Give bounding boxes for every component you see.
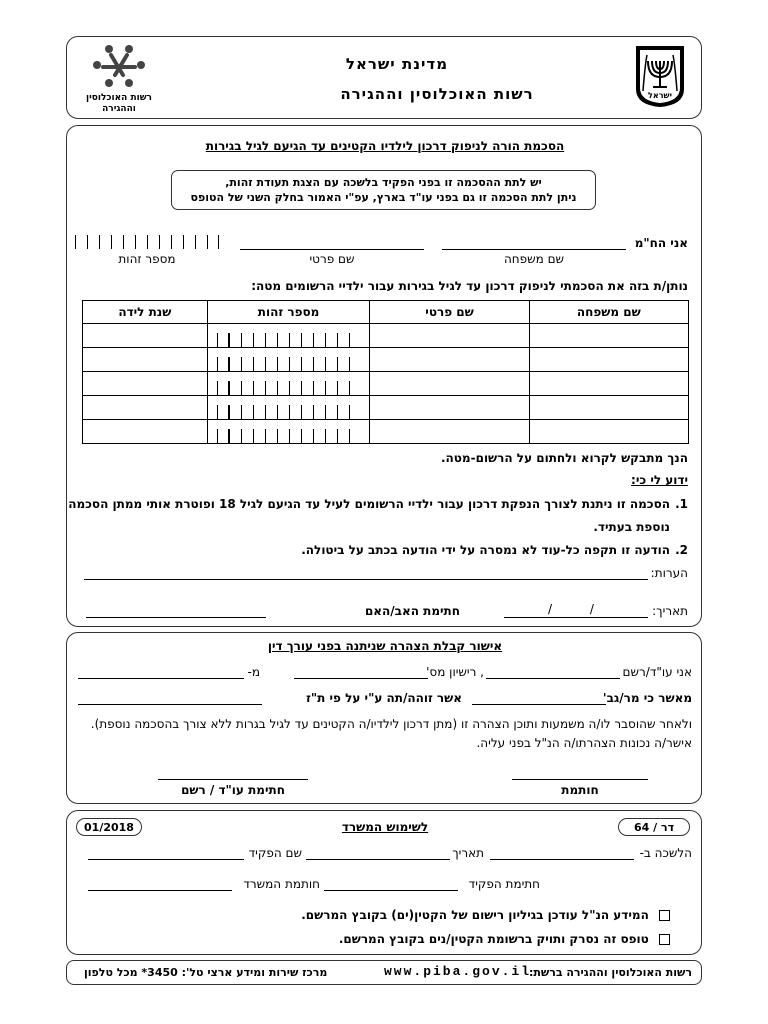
child-family-cell[interactable] bbox=[529, 372, 688, 396]
footer-website[interactable]: www.piba.gov.il bbox=[384, 964, 532, 979]
check1-checkbox[interactable] bbox=[659, 910, 670, 921]
form-version: 01/2018 bbox=[76, 818, 142, 836]
footer-call-center: מרכז שירות ומידע ארצי טל': 3450* מכל טלפון bbox=[84, 966, 328, 979]
authority-logo bbox=[87, 41, 151, 115]
col-family-header: שם משפחה bbox=[529, 301, 688, 324]
child-row bbox=[83, 396, 689, 420]
stamp-label: חותמת bbox=[561, 783, 599, 797]
col-year-header: שנת לידה bbox=[83, 301, 208, 324]
child-year-cell[interactable] bbox=[83, 324, 208, 348]
form-title: הסכמת הורה לניפוק דרכון לילדיו הקטינים עד הגיעם לגיל בגירות bbox=[205, 139, 565, 153]
bureau-field[interactable] bbox=[490, 859, 634, 860]
child-year-cell[interactable] bbox=[83, 372, 208, 396]
parent-first-field[interactable] bbox=[240, 249, 424, 250]
child-year-cell[interactable] bbox=[83, 420, 208, 444]
footer-authority-text: רשות האוכלוסין וההגירה ברשת: bbox=[528, 966, 692, 979]
clerk-name-field[interactable] bbox=[88, 859, 244, 860]
consent-text: נותן/ת בזה את הסכמתי לניפוק דרכון עד לגיל בגירות עבור ילדיי הרשומים מטה: bbox=[251, 279, 688, 293]
lawyer-signature-label: חתימת עו"ד / רשם bbox=[181, 783, 285, 797]
item2-number: 2. bbox=[675, 543, 688, 557]
child-id-cell[interactable] bbox=[207, 348, 370, 372]
child-id-cell[interactable] bbox=[207, 324, 370, 348]
clerk-signature-label: חתימת הפקיד bbox=[468, 877, 540, 891]
item1-number: 1. bbox=[675, 497, 688, 511]
child-year-cell[interactable] bbox=[83, 396, 208, 420]
parent-prefix: אני הח"מ bbox=[634, 236, 688, 250]
logo-text-line1: רשות האוכלוסין bbox=[86, 93, 152, 103]
child-id-cell[interactable] bbox=[207, 420, 370, 444]
child-family-cell[interactable] bbox=[529, 396, 688, 420]
logo-text-line2: וההגירה bbox=[102, 104, 136, 114]
item1-line1: הסכמה זו ניתנת לצורך הנפקת דרכון עבור ילדיי הרשומים לעיל עד הגיעם לגיל 18 ופוטרת אותי ממתן הסכמה bbox=[68, 497, 670, 511]
date-field[interactable] bbox=[504, 617, 648, 618]
lawyer-title: אישור קבלת הצהרה שניתנה בפני עורך דין bbox=[267, 639, 503, 653]
office-stamp-field[interactable] bbox=[88, 890, 232, 891]
col-id-header: מספר זהות bbox=[207, 301, 370, 324]
child-id-cell[interactable] bbox=[207, 372, 370, 396]
children-table-body bbox=[83, 324, 689, 444]
child-row bbox=[83, 324, 689, 348]
notice-line2: ניתן לתת הסכמה זו גם בפני עו"ד בארץ, עפ"י האמור בחלק השני של הטופס bbox=[190, 191, 577, 204]
child-first-cell[interactable] bbox=[370, 396, 529, 420]
remarks-label: הערות: bbox=[650, 566, 688, 580]
notice-box bbox=[171, 170, 596, 210]
child-family-cell[interactable] bbox=[529, 348, 688, 372]
clerk-signature-field[interactable] bbox=[324, 890, 458, 891]
state-name: מדינת ישראל bbox=[345, 55, 449, 73]
known-label: ידוע לי כי: bbox=[631, 473, 688, 487]
lawyer-signature-field[interactable] bbox=[158, 779, 308, 780]
office-date-label: תאריך bbox=[452, 846, 484, 860]
lawyer-name-field[interactable] bbox=[486, 678, 620, 679]
check1-text: המידע הנ"ל עודכן בגיליון רישום של הקטין(ים) בקובץ המרשם. bbox=[301, 908, 649, 922]
child-row bbox=[83, 420, 689, 444]
clerk-name-label: שם הפקיד bbox=[248, 846, 302, 860]
remarks-field[interactable] bbox=[84, 579, 648, 580]
date-label: תאריך: bbox=[652, 604, 688, 618]
office-title: לשימוש המשרד bbox=[341, 820, 429, 834]
child-first-cell[interactable] bbox=[370, 420, 529, 444]
license-number-field[interactable] bbox=[294, 678, 428, 679]
stamp-field[interactable] bbox=[512, 779, 648, 780]
children-table bbox=[82, 300, 689, 444]
child-first-cell[interactable] bbox=[370, 372, 529, 396]
item1-line2: נוספת בעתיד. bbox=[593, 520, 670, 534]
request-text: הנך מתבקש לקרוא ולחתום על הרשום-מטה. bbox=[440, 451, 688, 465]
parent-signature-label: חתימת האב/האם bbox=[364, 604, 460, 618]
col-first-header: שם פרטי bbox=[370, 301, 529, 324]
form-code: דר / 64 bbox=[618, 818, 690, 836]
child-first-cell[interactable] bbox=[370, 324, 529, 348]
child-family-cell[interactable] bbox=[529, 420, 688, 444]
lawyer-line1-c: מ- bbox=[247, 665, 260, 679]
parent-id-field[interactable] bbox=[72, 231, 222, 249]
emblem-caption: ישראל bbox=[648, 91, 672, 100]
child-row bbox=[83, 372, 689, 396]
declarant-name-field[interactable] bbox=[472, 704, 606, 705]
lawyer-line2-b: אשר זוהה/תה ע"י על פי ת"ז bbox=[306, 691, 462, 705]
child-row bbox=[83, 348, 689, 372]
state-emblem bbox=[633, 43, 687, 109]
child-first-cell[interactable] bbox=[370, 348, 529, 372]
declarant-id-field[interactable] bbox=[78, 704, 262, 705]
bureau-label: הלשכה ב- bbox=[639, 846, 692, 860]
license-from-field[interactable] bbox=[78, 678, 244, 679]
child-id-cell[interactable] bbox=[207, 396, 370, 420]
child-family-cell[interactable] bbox=[529, 324, 688, 348]
child-year-cell[interactable] bbox=[83, 348, 208, 372]
lawyer-line1-b: , רישיון מס' bbox=[426, 665, 484, 679]
parent-family-field[interactable] bbox=[442, 249, 626, 250]
check2-checkbox[interactable] bbox=[659, 934, 670, 945]
lawyer-paragraph-line1: ולאחר שהוסבר לו/ה משמעות ותוכן הצהרה זו (מתן דרכון לילדיו/ה הקטינים עד לגיל בגרות ללא צורך בהסכמה נוספת). bbox=[90, 717, 692, 731]
parent-id-label: מספר זהות bbox=[118, 252, 176, 266]
lawyer-line2-a: מאשר כי מר/גב' bbox=[602, 691, 692, 705]
date-separators: / / bbox=[548, 602, 594, 616]
check2-row[interactable] bbox=[339, 932, 670, 946]
parent-first-label: שם פרטי bbox=[309, 252, 355, 266]
header-box bbox=[66, 36, 702, 119]
authority-name: רשות האוכלוסין וההגירה bbox=[340, 85, 534, 103]
office-stamp-label: חותמת המשרד bbox=[243, 877, 320, 891]
star-people-icon bbox=[87, 41, 151, 91]
parent-signature-field[interactable] bbox=[86, 617, 266, 618]
office-date-field[interactable] bbox=[306, 859, 450, 860]
lawyer-paragraph-line2: אישר/ה נכונות הצהרתו/ה הנ"ל בפני עליה. bbox=[476, 736, 692, 750]
notice-line1: יש לתת ההסכמה זו בפני הפקיד בלשכה עם הצגת תעודת זהות, bbox=[225, 176, 542, 189]
parent-family-label: שם משפחה bbox=[503, 252, 565, 266]
check1-row[interactable] bbox=[301, 908, 670, 922]
check2-text: טופס זה נסרק ותויק ברשומת הקטין/נים בקובץ המרשם. bbox=[338, 932, 649, 946]
item2-text: הודעה זו תקפה כל-עוד לא נמסרה על ידי הודעה בכתב על ביטולה. bbox=[301, 543, 670, 557]
lawyer-line1-a: אני עו"ד/רשם bbox=[622, 665, 692, 679]
